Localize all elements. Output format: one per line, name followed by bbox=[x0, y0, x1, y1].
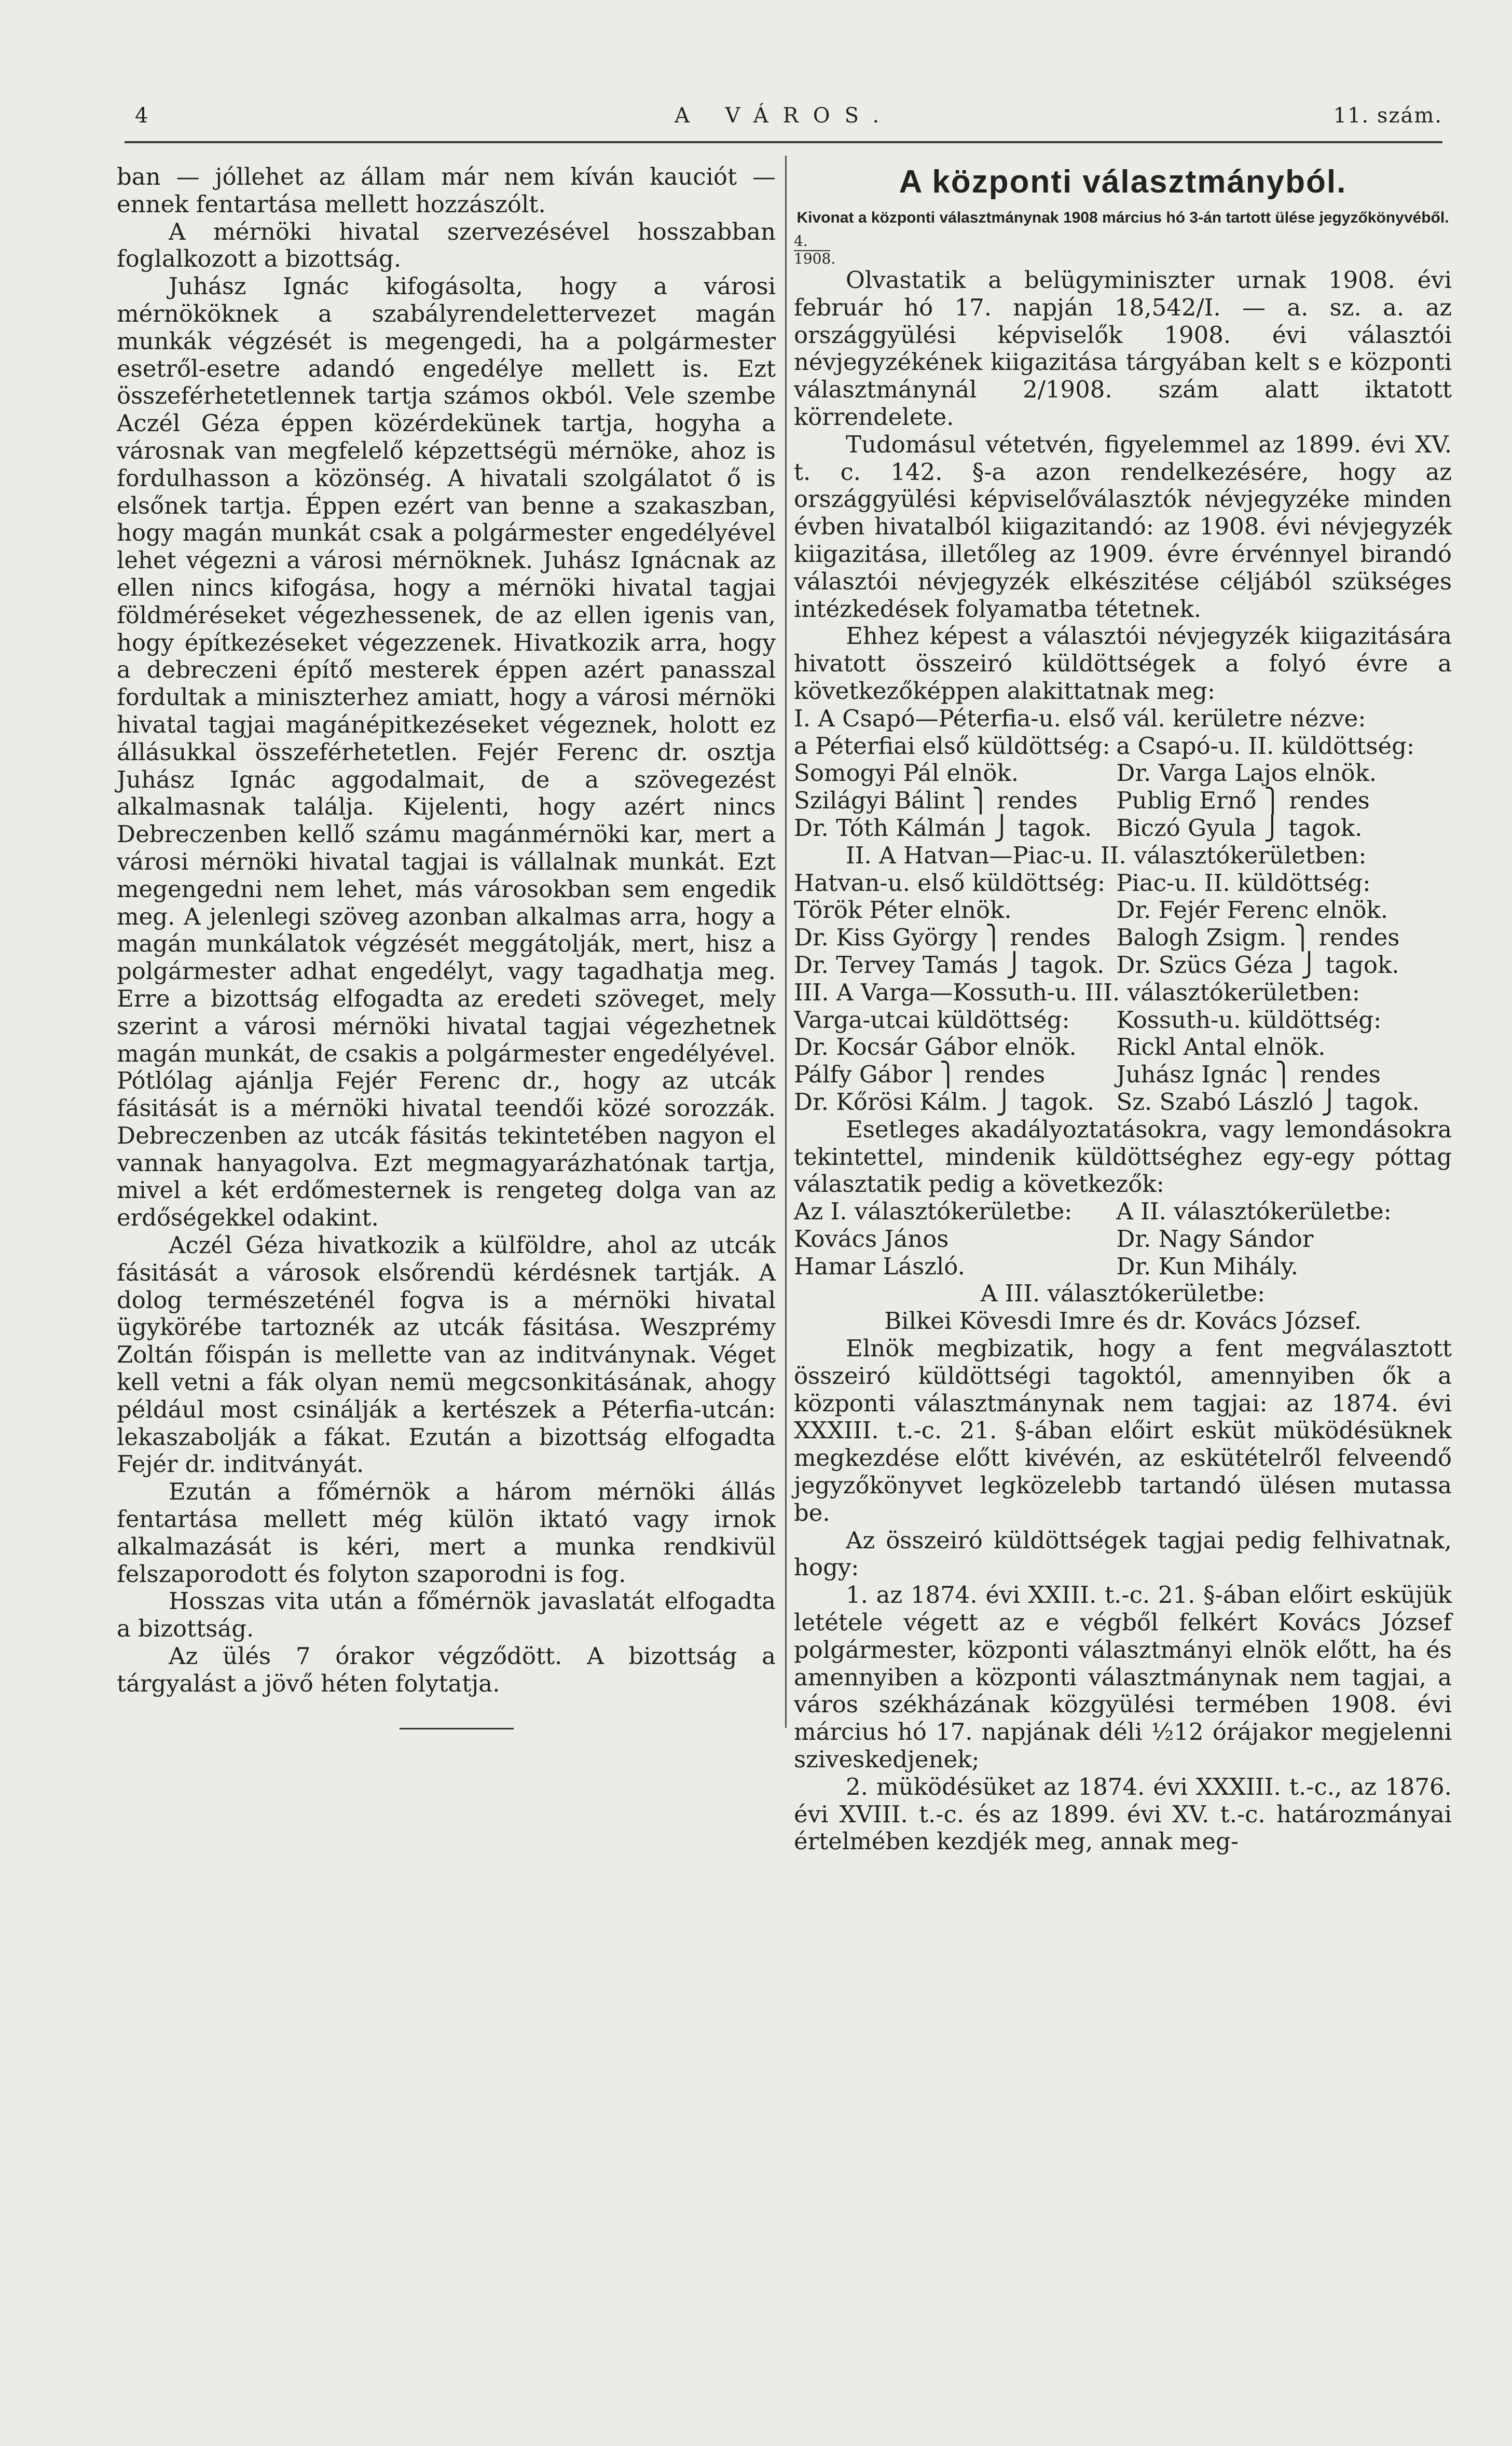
page-number: 4 bbox=[135, 104, 149, 128]
table-row bbox=[794, 1198, 1452, 1226]
district-table bbox=[794, 870, 1452, 979]
table-cell: Dr. Szücs Géza ⎭ tagok. bbox=[1116, 951, 1399, 979]
ref-number: 4. bbox=[794, 232, 808, 250]
table-cell: Kossuth-u. küldöttség: bbox=[1116, 1006, 1382, 1034]
table-cell: Dr. Varga Lajos elnök. bbox=[1116, 759, 1377, 787]
left-column bbox=[117, 163, 776, 1729]
table-row bbox=[794, 733, 1452, 760]
right-paragraph: 1. az 1874. évi XXIII. t.-c. 21. §-ában előirt esküjük letétele végett az e végből felkért Kovács József polgármester, központi választmányi elnök előtt, ha és amennyiben a központi választmánynak nem tagjai, a város székházának közgyülési termében 1908. évi március hó 17. napjának déli ½12 órájakor megjelenni sziveskedjenek; bbox=[794, 1581, 1452, 1774]
table-cell: Dr. Tervey Tamás ⎭ tagok. bbox=[794, 951, 1105, 979]
table-cell: Dr. Tóth Kálmán ⎭ tagok. bbox=[794, 814, 1092, 842]
left-paragraph: Hosszas vita után a főmérnök javaslatát elfogadta a bizottság. bbox=[117, 1587, 776, 1643]
left-paragraph: Az ülés 7 órakor végződött. A bizottság a tárgyalást a jövő héten folytatja. bbox=[117, 1642, 776, 1697]
table-cell: Biczó Gyula ⎭ tagok. bbox=[1116, 814, 1363, 842]
table-cell: Balogh Zsigm. ⎫ rendes bbox=[1116, 924, 1400, 952]
table-row bbox=[794, 1089, 1452, 1116]
table-cell: A II. választókerületbe: bbox=[1116, 1198, 1392, 1226]
right-paragraph: Tudomásul vétetvén, figyelemmel az 1899. évi XV. t. c. 142. §-a azon rendelkezésére, hogy az országgyülési képviselőválasztók névjegyzéke minden évben hivatalból kiigazitandó: az 1908. évi névjegyzék kiigazitása, illetőleg az 1909. évre érvénnyel birandó választói névjegyzék elkészitése céljából szükséges intézkedések folyamatba tétetnek. bbox=[794, 430, 1452, 623]
table-cell: Dr. Kun Mihály. bbox=[1116, 1252, 1298, 1280]
left-paragraph: ban — jóllehet az állam már nem kíván kauciót — ennek fentartása mellett hozzászólt. bbox=[117, 163, 776, 218]
table-cell: Varga-utcai küldöttség: bbox=[794, 1006, 1070, 1034]
right-paragraph: Ehhez képest a választói névjegyzék kiigazitására hivatott összeiró küldöttségek a folyó évre a következőképpen alakittatnak meg: bbox=[794, 622, 1452, 705]
substitutes-third-names: Bilkei Kövesdi Imre és dr. Kovács József. bbox=[884, 1307, 1362, 1335]
table-cell: Hamar László. bbox=[794, 1252, 965, 1280]
right-column bbox=[794, 163, 1452, 1856]
table-cell: Dr. Nagy Sándor bbox=[1116, 1225, 1314, 1253]
table-cell: Dr. Fejér Ferenc elnök. bbox=[1116, 896, 1389, 924]
table-cell: Dr. Kocsár Gábor elnök. bbox=[794, 1033, 1077, 1061]
right-paragraph: Elnök megbizatik, hogy a fent megválasztott összeiró küldöttségi tagoktól, amennyiben ők a központi választmánynak nem tagjai: az 1874. évi XXXIII. t.-c. 21. §-ában előirt esküt müködésüknek megkezdése előtt kivévén, az eskütételről felveendő jegyzőkönyvet legközelebb tartandó ülésen mutassa be. bbox=[794, 1335, 1452, 1527]
district-table bbox=[794, 1007, 1452, 1116]
table-cell: Somogyi Pál elnök. bbox=[794, 759, 1019, 787]
article-subtitle: Kivonat a központi választmánynak 1908 március hó 3-án tartott ülése jegyzőkönyvéből. bbox=[796, 209, 1449, 226]
table-cell: Pálfy Gábor ⎫ rendes bbox=[794, 1061, 1046, 1089]
right-paragraph: Olvastatik a belügyminiszter urnak 1908. évi február hó 17. napján 18,542/I. — a. sz. a. az országgyülési képviselők 1908. évi választói névjegyzékének kiigazitása tárgyában kelt s e központi választmánynál 2/1908. szám alatt iktatott körrendelete. bbox=[794, 266, 1452, 431]
substitutes-third-heading: A III. választókerületbe: bbox=[980, 1280, 1266, 1308]
table-cell: Sz. Szabó László ⎭ tagok. bbox=[1116, 1088, 1420, 1116]
district-heading: I. A Csapó—Péterfia-u. első vál. kerületre nézve: bbox=[794, 704, 1366, 732]
table-row bbox=[794, 870, 1452, 897]
table-cell: Az I. választókerületbe: bbox=[794, 1198, 1073, 1226]
table-row bbox=[794, 1253, 1452, 1281]
right-paragraph: Esetleges akadályoztatásokra, vagy lemondásokra tekintettel, mindenik küldöttséghez egy-egy póttag választatik pedig a következők: bbox=[794, 1115, 1452, 1198]
table-cell: Dr. Kőrösi Kálm. ⎭ tagok. bbox=[794, 1088, 1094, 1116]
left-paragraph: A mérnöki hivatal szervezésével hosszabban foglalkozott a bizottság. bbox=[117, 217, 776, 273]
table-row bbox=[794, 787, 1452, 815]
left-paragraph: Aczél Géza hivatkozik a külföldre, ahol az utcák fásitását a városok elsőrendü kérdésnek tartják. A dolog természeténél fogva is a mérnöki hivatal ügykörébe tartoznék az utcák fásitása. Weszprémy Zoltán főispán is mellette van az inditványnak. Véget kell vetni a fák olyan nemü megcsonkitásának, ahogy például most csinálják a kertészek a Péterfia-utcán: lekaszabolják a fákat. Ezután a bizottság elfogadta Fejér dr. inditványát. bbox=[117, 1231, 776, 1478]
left-paragraph: Juhász Ignác kifogásolta, hogy a városi mérnököknek a szabályrendelettervezet magán munkák végzését is megengedi, ha a polgármester esetről-esetre adandó engedélye mellett is. Ezt összeférhetetlennek tartja számos okból. Vele szembe Aczél Géza éppen közérdekünek tartja, hogyha a városnak van megfelelő képzettségü mérnöke, ahoz is fordulhasson a közönség. A hivatali szolgálatot ő is elsőnek tartja. Éppen ezért van benne a szakaszban, hogy magán munkát csak a polgármester engedélyével lehet végezni a városi mérnöknek. Juhász Ignácnak az ellen nincs kifogása, hogy a mérnöki hivatal tagjai földméréseket végezhessenek, de az ellen igenis van, hogy építkezéseket végezzenek. Hivatkozik arra, hogy a debreczeni építő mesterek éppen azért panasszal fordultak a miniszterhez amiatt, hogy a városi mérnöki hivatal tagjai magánépitkezéseket végeznek, holott ez állásukkal összeférhetetlen. Fejér Ferenc dr. osztja Juhász Ignác aggodalmait, de a szövegezést alkalmasnak találja. Kijelenti, hogy azért nincs Debreczenben kellő számu magánmérnöki kar, mert a városi mérnöki hivatal tagjai is vállalnak munkát. Ezt megengedni nem lehet, más városokban sem engedik meg. A jelenlegi szöveg azonban alkalmas arra, hogy a magán munkálatok végzését meggátolják, mert, hisz a polgármester adhat engedélyt, vagy tagadhatja meg. Erre a bizottság elfogadta az eredeti szöveget, mely szerint a városi mérnöki hivatal tagjai végezhetnek magán munkát, de csakis a polgármester engedélyével. Pótlólag ajánlja Fejér Ferenc dr., hogy az utcák fásitását is a mérnöki hivatal teendői közé sorozzák. Debreczenben az utcák fásitás tekintetében nagyon el vannak hanyagolva. Ezt megmagyarázhatónak tartja, mivel a két erdőmesternek is rengeteg dolga van az erdőségekkel odakint. bbox=[117, 272, 776, 1232]
substitutes-table bbox=[794, 1198, 1452, 1280]
ref-year: 1908. bbox=[794, 250, 836, 267]
district-heading: III. A Varga—Kossuth-u. III. választókerületben: bbox=[794, 978, 1360, 1006]
table-cell: Publig Ernő ⎫ rendes bbox=[1116, 787, 1370, 815]
left-paragraph: Ezután a főmérnök a három mérnöki állás fentartása mellett még külön iktató vagy irnok alkalmazását is kéri, mert a munka rendkivül felszaporodott és folyton szaporodni is fog. bbox=[117, 1478, 776, 1588]
table-cell: Kovács János bbox=[794, 1225, 949, 1253]
table-row bbox=[794, 1061, 1452, 1089]
newspaper-title: A VÁROS. bbox=[675, 104, 894, 128]
table-cell: Rickl Antal elnök. bbox=[1116, 1033, 1326, 1061]
table-row bbox=[794, 760, 1452, 787]
table-row bbox=[794, 1034, 1452, 1061]
page-header bbox=[125, 104, 1442, 140]
table-cell: Szilágyi Bálint ⎫ rendes bbox=[794, 787, 1078, 815]
district-table bbox=[794, 733, 1452, 842]
table-cell: Juhász Ignác ⎫ rendes bbox=[1116, 1061, 1381, 1089]
table-cell: a Péterfiai első küldöttség: bbox=[794, 732, 1110, 760]
article-end-rule bbox=[400, 1728, 514, 1729]
table-cell: Hatvan-u. első küldöttség: bbox=[794, 869, 1106, 897]
column-divider bbox=[785, 156, 787, 1728]
table-cell: Török Péter elnök. bbox=[794, 896, 1012, 924]
table-cell: Dr. Kiss György ⎫ rendes bbox=[794, 924, 1091, 952]
table-row bbox=[794, 815, 1452, 842]
table-row bbox=[794, 897, 1452, 924]
right-paragraph: Az összeiró küldöttségek tagjai pedig felhivatnak, hogy: bbox=[794, 1526, 1452, 1582]
table-row bbox=[794, 1007, 1452, 1034]
issue-number: 11. szám. bbox=[1333, 104, 1442, 128]
table-cell: Piac-u. II. küldöttség: bbox=[1116, 869, 1371, 897]
table-row bbox=[794, 924, 1452, 952]
header-rule bbox=[125, 141, 1442, 143]
right-paragraph: 2. müködésüket az 1874. évi XXXIII. t.-c., az 1876. évi XVIII. t.-c. és az 1899. évi XV. t.-c. határozmányai értelmében kezdjék meg, annak meg- bbox=[794, 1772, 1452, 1856]
table-row bbox=[794, 1226, 1452, 1253]
article-title: A központi választmányból. bbox=[899, 164, 1347, 200]
reference-number bbox=[794, 233, 1452, 267]
table-cell: a Csapó-u. II. küldöttség: bbox=[1116, 732, 1415, 760]
district-heading: II. A Hatvan—Piac-u. II. választókerületben: bbox=[846, 841, 1367, 869]
table-row bbox=[794, 952, 1452, 979]
